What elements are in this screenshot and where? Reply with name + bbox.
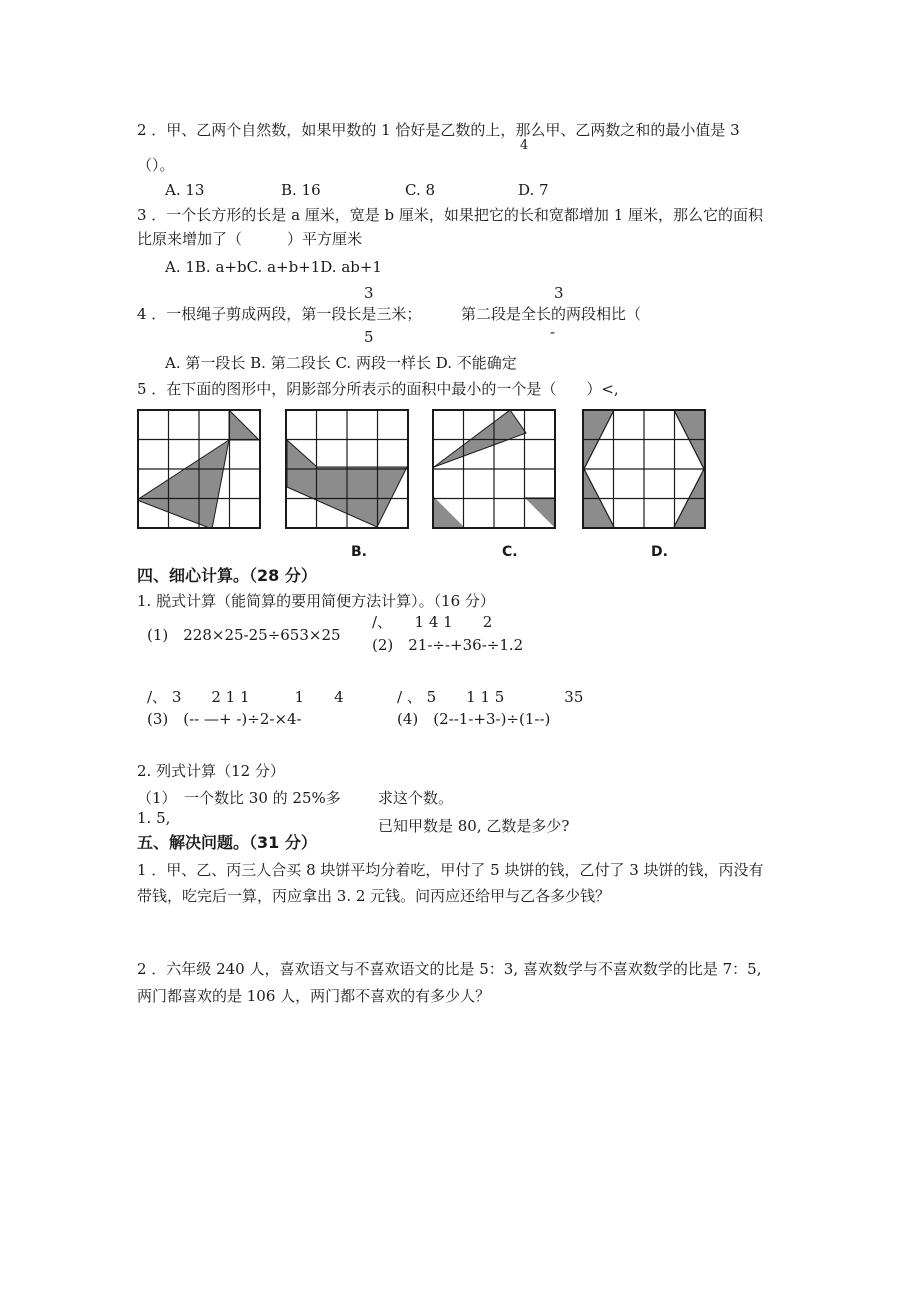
figure-b-grid	[285, 405, 409, 529]
calc-problem-4-top: / 、 5 1 1 5 35	[397, 688, 584, 706]
q2-option-b: B. 16	[281, 181, 321, 199]
figure-a-grid	[137, 405, 261, 529]
q2-option-d: D. 7	[518, 181, 549, 199]
q4-options: A. 第一段长 B. 第二段长 C. 两段一样长 D. 不能确定	[165, 354, 517, 372]
calc-problem-2-top: /、 1 4 1 2	[372, 613, 493, 631]
calc-problem-3-top: /、 3 2 1 1 1 4	[147, 688, 344, 706]
q4-text-a: 4 ．一根绳子剪成两段，第一段长是三米；	[137, 305, 422, 323]
q5-line: 5 ．在下面的图形中，阴影部分所表示的面积中最小的一个是（ ）<,	[137, 380, 619, 398]
q3-line1: 3 ．一个长方形的长是 a 厘米，宽是 b 厘米，如果把它的长和宽都增加 1 厘米，那么它的面积	[137, 206, 764, 224]
section5-title: 五、解决问题。（31 分）	[137, 833, 317, 852]
section4-sub1: 1. 脱式计算（能简算的要用简便方法计算）。（16 分）	[137, 592, 495, 610]
word-calc-1a: （1） 一个数比 30 的 25%多	[137, 789, 341, 807]
q3-options: A. 1B. a+bC. a+b+1D. ab+1	[165, 258, 382, 276]
problem-2-line2: 两门都喜欢的是 106 人，两门都不喜欢的有多少人？	[137, 987, 491, 1005]
q2-line1: 2 ．甲、乙两个自然数，如果甲数的 1 恰好是乙数的上，那么甲、乙两数之和的最小值是 3	[137, 121, 740, 139]
word-calc-2a: 1. 5,	[137, 809, 171, 827]
figure-c-label: C.	[502, 544, 518, 560]
problem-2-line1: 2 ．六年级 240 人，喜欢语文与不喜欢语文的比是 5：3, 喜欢数学与不喜欢数学的比是 7：5,	[137, 960, 762, 978]
problem-1-line1: 1 ．甲、乙、丙三人合买 8 块饼平均分着吃，甲付了 5 块饼的钱，乙付了 3 块饼的钱，丙没有	[137, 861, 764, 879]
problem-1-line2: 带钱，吃完后一算，丙应拿出 3. 2 元钱。问丙应还给甲与乙各多少钱？	[137, 887, 611, 905]
q2-option-c: C. 8	[405, 181, 436, 199]
q2-fraction-denominator: 4	[520, 138, 529, 153]
q2-line2: （）。	[137, 156, 175, 174]
figure-b-label: B.	[351, 544, 367, 560]
word-calc-2b: 已知甲数是 80, 乙数是多少?	[378, 817, 570, 835]
calc-problem-2: (2) 21-÷-+36-÷1.2	[372, 636, 524, 654]
section4-title: 四、细心计算。（28 分）	[137, 566, 317, 585]
q4-denominator-1: 5	[364, 328, 374, 346]
figure-d-grid	[582, 405, 706, 529]
word-calc-1b: 求这个数。	[378, 789, 454, 807]
q4-denominator-2: -	[550, 323, 556, 341]
figure-d-label: D.	[651, 544, 668, 560]
q3-line2: 比原来增加了（ ）平方厘米	[137, 230, 363, 248]
q4-numerator-2: 3	[554, 284, 564, 302]
calc-problem-1: (1) 228×25-25÷653×25	[147, 626, 341, 644]
figure-c-grid	[432, 405, 556, 529]
calc-problem-3: (3) (-- —+ -)÷2-×4-	[147, 710, 302, 728]
q4-text-b: 第二段是全长的两段相比（	[461, 305, 642, 323]
q2-option-a: A. 13	[165, 181, 205, 199]
section4-sub2: 2. 列式计算（12 分）	[137, 762, 285, 780]
calc-problem-4: (4) (2--1-+3-)÷(1--)	[397, 710, 551, 728]
q4-numerator-1: 3	[364, 284, 374, 302]
